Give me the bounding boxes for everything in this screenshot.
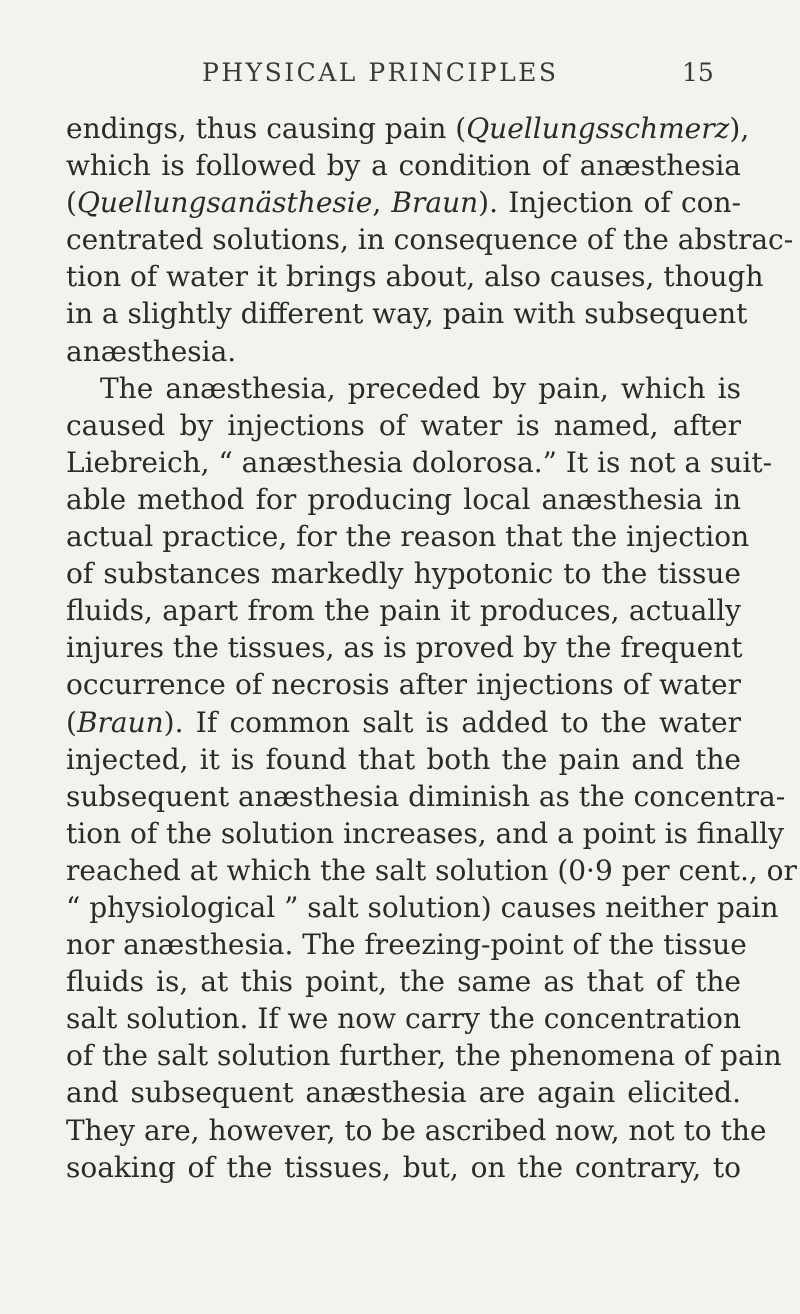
text-run: tion of the solution increases, and a point is finally bbox=[66, 816, 784, 850]
text-run: injected, it is found that both the pain and the bbox=[66, 742, 741, 776]
text-run: tion of water it brings about, also causes, though bbox=[66, 260, 764, 294]
text-line bbox=[66, 1149, 741, 1186]
text-run: occurrence of necrosis after injections of water bbox=[66, 668, 741, 702]
text-line bbox=[66, 110, 750, 147]
text-line bbox=[66, 778, 786, 815]
running-title: PHYSICAL PRINCIPLES bbox=[202, 58, 559, 87]
text-line bbox=[66, 518, 750, 555]
text-run: injures the tissues, as is proved by the frequent bbox=[66, 631, 743, 665]
text-run: ). If common salt is added to the water bbox=[163, 705, 741, 739]
text-line bbox=[66, 1037, 782, 1074]
running-header bbox=[0, 58, 800, 94]
text-line bbox=[66, 184, 741, 221]
text-run: ), bbox=[729, 112, 750, 145]
text-run: anæsthesia. bbox=[66, 334, 237, 368]
text-run: of the salt solution further, the phenomena of pain bbox=[66, 1039, 782, 1073]
text-run: They are, however, to be ascribed now, not to the bbox=[66, 1113, 767, 1147]
body-text bbox=[66, 110, 797, 1186]
text-line bbox=[66, 407, 741, 444]
text-run: and subsequent anæsthesia are again elicited. bbox=[66, 1076, 741, 1110]
text-line bbox=[66, 592, 741, 629]
text-line bbox=[66, 333, 741, 370]
text-line bbox=[66, 926, 747, 963]
text-line bbox=[66, 258, 764, 295]
text-run: ( bbox=[66, 186, 77, 220]
text-run: in a slightly different way, pain with subsequent bbox=[66, 297, 748, 331]
italic-text: Braun bbox=[76, 705, 164, 739]
text-run: The anæsthesia, preceded by pain, which is bbox=[100, 371, 741, 405]
text-line bbox=[66, 370, 741, 407]
text-line bbox=[66, 295, 748, 332]
italic-text: Braun bbox=[391, 186, 479, 220]
text-line bbox=[66, 666, 741, 703]
text-line bbox=[66, 1000, 741, 1037]
text-run: endings, thus causing pain ( bbox=[66, 112, 467, 145]
text-run: actual practice, for the reason that the injection bbox=[66, 520, 750, 554]
text-line bbox=[66, 221, 794, 258]
text-line bbox=[66, 815, 784, 852]
text-line bbox=[66, 704, 741, 741]
text-run: able method for producing local anæsthesia in bbox=[66, 482, 741, 516]
text-run: fluids is, at this point, the same as that of the bbox=[66, 965, 741, 999]
page-number: 15 bbox=[682, 58, 714, 87]
text-run: centrated solutions, in consequence of the abstrac- bbox=[66, 223, 794, 257]
italic-text: Quellungsanästhesie bbox=[76, 186, 373, 220]
text-run: soaking of the tissues, but, on the contrary, to bbox=[66, 1150, 741, 1184]
text-line bbox=[66, 481, 741, 518]
italic-text: Quellungsschmerz bbox=[466, 112, 730, 145]
text-line bbox=[66, 741, 741, 778]
text-line bbox=[66, 889, 779, 926]
text-run: of substances markedly hypotonic to the tissue bbox=[66, 557, 741, 591]
text-line bbox=[66, 852, 797, 889]
text-run: fluids, apart from the pain it produces, actually bbox=[66, 594, 741, 628]
text-run: reached at which the salt solution (0·9 per cent., or bbox=[66, 853, 797, 887]
text-run: salt solution. If we now carry the concentration bbox=[66, 1002, 741, 1036]
text-run: ( bbox=[66, 705, 77, 739]
text-line bbox=[66, 963, 741, 1000]
text-run: nor anæsthesia. The freezing-point of the tissue bbox=[66, 928, 747, 962]
text-run: ). Injection of con- bbox=[478, 186, 741, 220]
text-line bbox=[66, 147, 741, 184]
text-line bbox=[66, 444, 773, 481]
text-line bbox=[66, 1074, 741, 1111]
text-run: caused by injections of water is named, after bbox=[66, 408, 741, 442]
text-run: subsequent anæsthesia diminish as the concentra- bbox=[66, 779, 786, 813]
text-line bbox=[66, 1112, 767, 1149]
text-run: Liebreich, “ anæsthesia dolorosa.” It is not a suit- bbox=[66, 445, 773, 479]
text-run: “ physiological ” salt solution) causes neither pain bbox=[66, 890, 779, 924]
text-line bbox=[66, 555, 741, 592]
text-line bbox=[66, 629, 741, 666]
text-run: which is followed by a condition of anæsthesia bbox=[66, 149, 741, 183]
text-run: , bbox=[372, 186, 392, 220]
